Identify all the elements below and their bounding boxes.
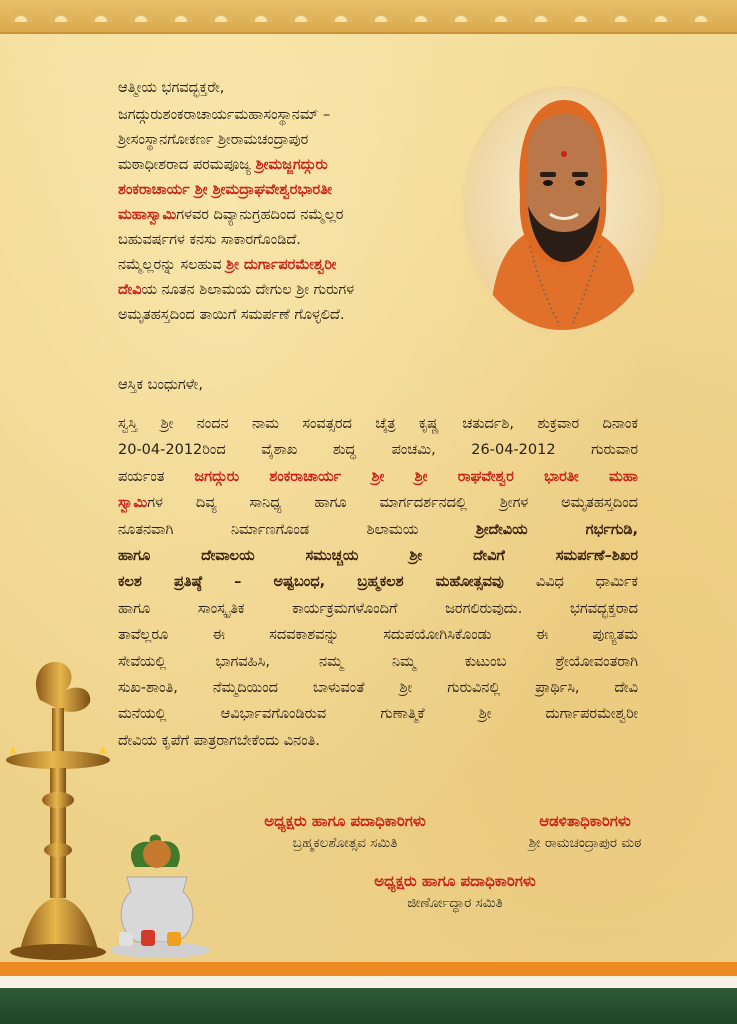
signatory-bottom-org: ಜೀರ್ಣೋದ್ಧಾರ ಸಮಿತಿ: [407, 895, 503, 911]
signatory-left-title: ಅಧ್ಯಕ್ಷರು ಹಾಗೂ ಪದಾಧಿಕಾರಿಗಳು: [264, 812, 426, 830]
signatory-bottom-title: ಅಧ್ಯಕ್ಷರು ಹಾಗೂ ಪದಾಧಿಕಾರಿಗಳು: [374, 872, 536, 890]
signatory-right: [470, 810, 700, 854]
signatory-left-org: ಬ್ರಹ್ಮಕಲಶೋತ್ಸವ ಸಮಿತಿ: [292, 835, 398, 851]
highlighted-name: ಜಗದ್ಗುರು ಶಂಕರಾಚಾರ್ಯ ಶ್ರೀ ಶ್ರೀ ರಾಘವೇಶ್ವರ ಭಾರತೀ ಮಹಾ: [194, 468, 638, 485]
text-segment: ತಾವೆಲ್ಲರೂ ಈ ಸದವಕಾಶವನ್ನು ಸದುಪಯೋಗಿಸಿಕೊಂಡು ಈ ಪುಣ್ಯತಮ: [118, 627, 638, 644]
highlighted-name: ಶ್ರೀ ದುರ್ಗಾಪರಮೇಶ್ವರೀ: [226, 257, 337, 273]
invitation-body: [118, 411, 638, 754]
intro-line: [118, 303, 478, 328]
text-segment: ಮನೆಯಲ್ಲಿ ಆವಿರ್ಭಾವಗೊಂಡಿರುವ ಗುಣಾತ್ಮಿಕೆ ಶ್ರೀ ದುರ್ಗಾಪರಮೇಶ್ವರೀ: [118, 706, 638, 723]
body-line: [118, 490, 638, 516]
body-line: [118, 543, 638, 569]
body-line: [118, 675, 638, 701]
intro-line: [118, 103, 478, 128]
signatory-right-org: ಶ್ರೀ ರಾಮಚಂದ್ರಾಪುರ ಮಠ: [528, 835, 642, 851]
decorative-bottom-band-orange: [0, 962, 737, 976]
text-segment: 20-04-2012ರಿಂದ ವೈಶಾಖ ಶುದ್ಧ ಪಂಚಮಿ, 26-04-2012 ಗುರುವಾರ: [118, 442, 638, 459]
signatory-right-title: ಆಡಳಿತಾಧಿಕಾರಿಗಳು: [539, 812, 631, 830]
text-segment: ಯ ನೂತನ ಶಿಲಾಮಯ ದೇಗುಲ ಶ್ರೀ ಗುರುಗಳ: [141, 282, 355, 298]
intro-line: [118, 128, 478, 153]
emphasized-text: ಕಲಶ ಪ್ರತಿಷ್ಠೆ – ಅಷ್ಟಬಂಧ, ಬ್ರಹ್ಮಕಲಶ ಮಹೋತ್ಸವವು: [118, 574, 536, 591]
intro-line: [118, 153, 478, 178]
text-segment: ಬಹುವರ್ಷಗಳ ಕನಸು ಸಾಕಾರಗೊಂಡಿದೆ.: [118, 232, 301, 248]
highlighted-name: ಶ್ರೀಮಜ್ಜಗದ್ಗುರು: [255, 157, 328, 173]
text-segment: ಜಗದ್ಗುರುಶಂಕರಾಚಾರ್ಯಮಹಾಸಂಸ್ಥಾನಮ್ –: [118, 107, 331, 123]
intro-line: [118, 203, 478, 228]
body-line: [118, 728, 638, 754]
text-segment: ನಮ್ಮೆಲ್ಲರನ್ನು ಸಲಹುವ: [118, 257, 227, 273]
lamp-tray: [6, 751, 110, 769]
intro-line: [118, 253, 478, 278]
body-line: [118, 517, 638, 543]
text-segment: ಸ್ವಸ್ತಿ ಶ್ರೀ ನಂದನ ನಾಮ ಸಂವತ್ಸರದ ಚೈತ್ರ ಕೃಷ್ಣ ಚತುರ್ದಶಿ, ಶುಕ್ರವಾರ ದಿನಾಂಕ: [118, 416, 638, 432]
salutation-devotees: ಆಸ್ತಿಕ ಬಂಧುಗಳೇ,: [118, 377, 203, 393]
intro-paragraph: [118, 103, 478, 328]
text-segment: ದೇವಿಯ ಕೃಪೆಗೆ ಪಾತ್ರರಾಗಬೇಕೆಂದು ವಿನಂತಿ.: [118, 732, 320, 749]
decorative-top-border: [0, 0, 737, 34]
text-segment: ಪರ್ಯಂತ: [118, 468, 195, 485]
text-segment: ಗಳವರ ದಿವ್ಯಾನುಗ್ರಹದಿಂದ ನಮ್ಮೆಲ್ಲರ: [176, 207, 344, 223]
emphasized-text: ಶ್ರೀದೇವಿಯ ಗರ್ಭಗುಡಿ,: [475, 521, 639, 538]
text-segment: ಗಳ ದಿವ್ಯ ಸಾನಿಧ್ಯ ಹಾಗೂ ಮಾರ್ಗದರ್ಶನದಲ್ಲಿ ಶ್ರೀಗಳ ಅಮೃತಹಸ್ತದಿಂದ: [147, 495, 638, 512]
text-segment: ಹಾಗೂ ಸಾಂಸ್ಕೃತಿಕ ಕಾರ್ಯಕ್ರಮಗಳೊಂದಿಗೆ ಜರಗಲಿರುವುದು. ಭಗವದ್ಭಕ್ತರಾದ: [118, 600, 638, 617]
lamp-base: [20, 898, 98, 950]
highlighted-name: ಮಹಾಸ್ವಾಮಿ: [118, 207, 177, 223]
body-line: [118, 569, 638, 595]
highlighted-name: ದೇವಿ: [118, 282, 142, 298]
peacock-finial: [36, 662, 90, 712]
portrait-illustration: [460, 86, 665, 334]
body-line: [118, 411, 638, 437]
body-line: [118, 649, 638, 675]
text-segment: ಅಮೃತಹಸ್ತದಿಂದ ತಾಯಿಗೆ ಸಮರ್ಪಣೆ ಗೊಳ್ಳಲಿದೆ.: [118, 307, 345, 323]
intro-line: [118, 178, 478, 203]
signatory-left: [195, 810, 495, 854]
text-segment: ನೂತನವಾಗಿ ನಿರ್ಮಾಣಗೊಂಡ ಶಿಲಾಮಯ: [118, 521, 476, 538]
text-segment: ಮಠಾಧೀಶರಾದ ಪರಮಪೂಜ್ಯ: [118, 157, 256, 173]
body-line: [118, 596, 638, 622]
text-segment: ವಿವಿಧ ಧಾರ್ಮಿಕ: [535, 574, 638, 591]
swamiji-portrait: [460, 86, 665, 334]
signatory-bottom: [290, 870, 620, 914]
intro-line: [118, 228, 478, 253]
emphasized-text: ಹಾಗೂ ದೇವಾಲಯ ಸಮುಚ್ಚಯ ಶ್ರೀ ದೇವಿಗೆ ಸಮರ್ಪಣೆ–ಶಿಖರ: [118, 548, 638, 565]
kalasha-illustration: [105, 832, 215, 967]
salutation: ಆತ್ಮೀಯ ಭಗವದ್ಭಕ್ತರೇ,: [118, 80, 225, 96]
body-line: [118, 701, 638, 727]
decorative-bottom-band-white: [0, 976, 737, 988]
decorative-bottom-band-green: [0, 988, 737, 1024]
body-line: [118, 464, 638, 490]
highlighted-name: ಶಂಕರಾಚಾರ್ಯ ಶ್ರೀ ಶ್ರೀಮದ್ರಾಘವೇಶ್ವರಭಾರತೀ: [118, 182, 332, 198]
intro-line: [118, 278, 478, 303]
body-line: [118, 437, 638, 463]
text-segment: ಸುಖ-ಶಾಂತಿ, ನೆಮ್ಮದಿಯಿಂದ ಬಾಳುವಂತೆ ಶ್ರೀ ಗುರುವಿನಲ್ಲಿ ಪ್ರಾರ್ಥಿಸಿ, ದೇವಿ: [118, 680, 638, 697]
text-segment: ಸೇವೆಯಲ್ಲಿ ಭಾಗವಹಿಸಿ, ನಮ್ಮ ನಿಮ್ಮ ಕುಟುಂಬ ಶ್ರೇಯೋವಂತರಾಗಿ: [118, 653, 638, 670]
text-segment: ಶ್ರೀಸಂಸ್ಥಾನಗೋಕರ್ಣ ಶ್ರೀರಾಮಚಂದ್ರಾಪುರ: [118, 132, 309, 148]
highlighted-name: ಸ್ವಾಮಿ: [118, 495, 148, 512]
body-line: [118, 622, 638, 648]
